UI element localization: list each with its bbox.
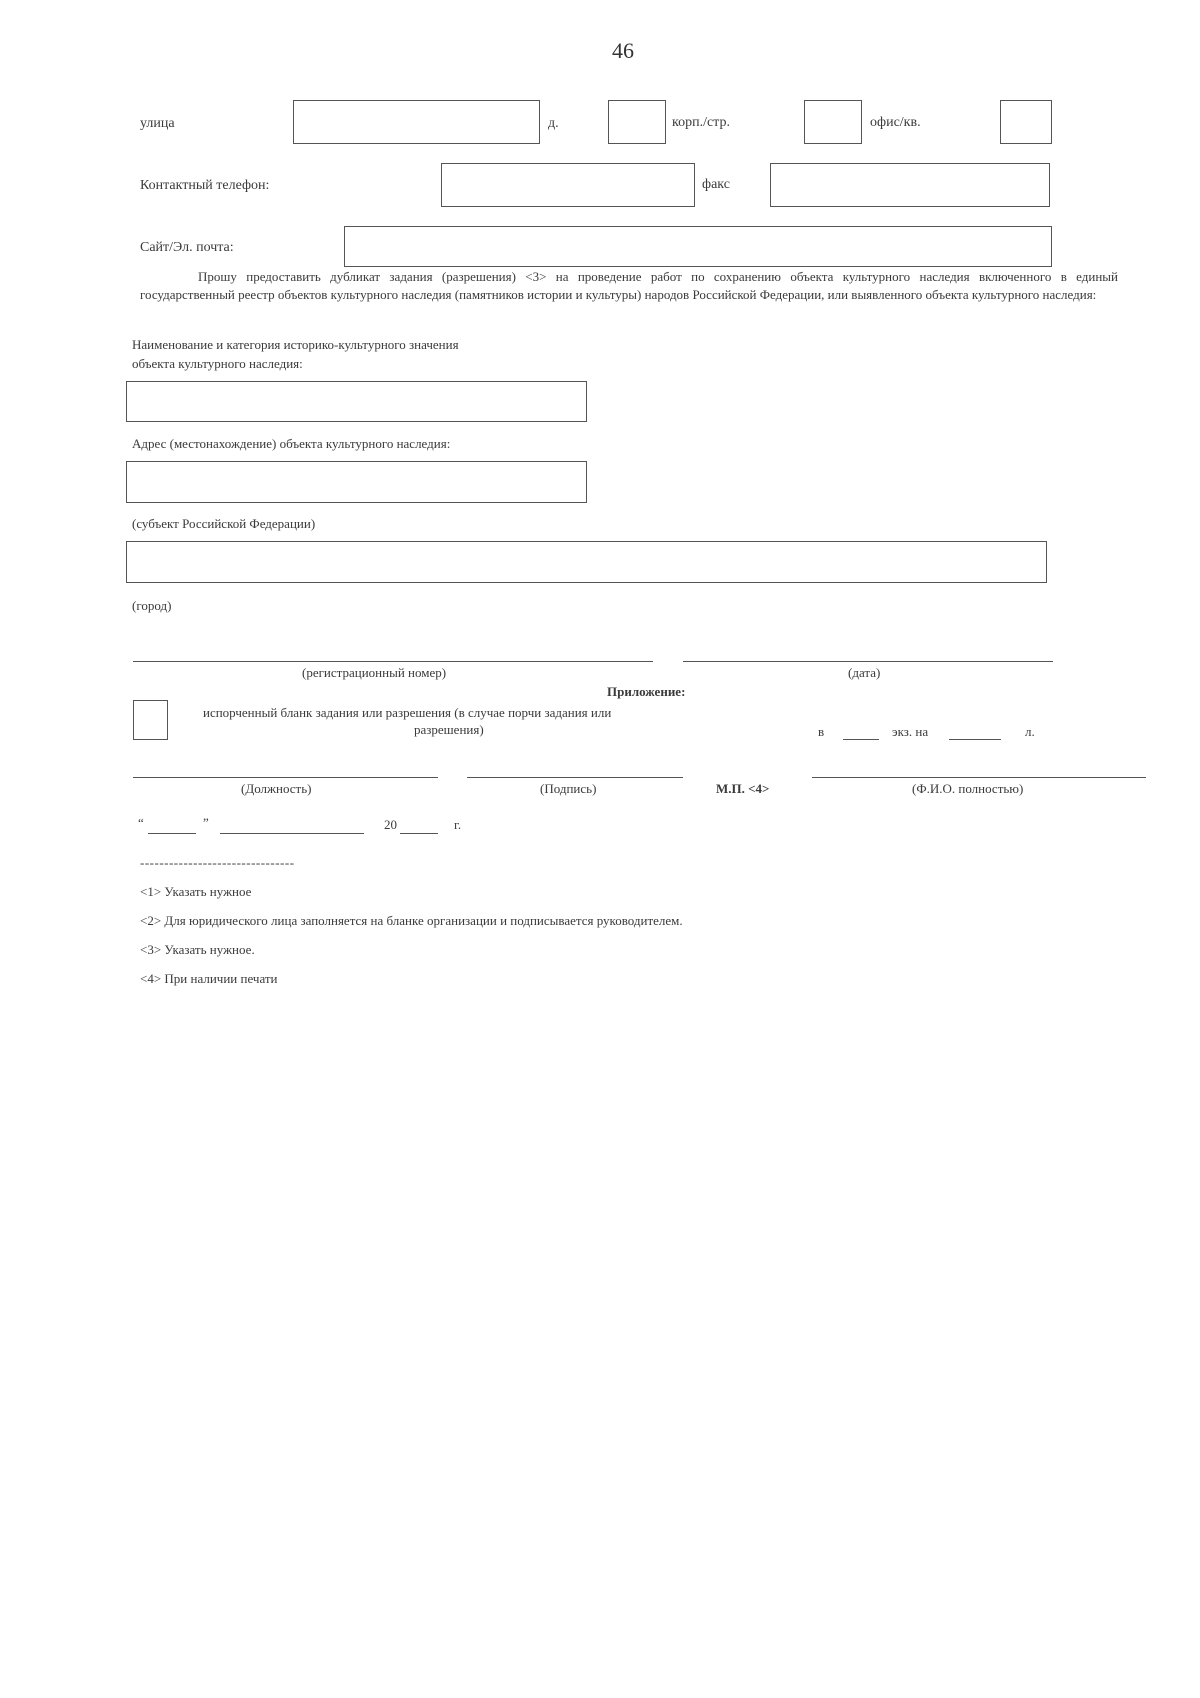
- month-line[interactable]: [220, 833, 364, 834]
- position-line[interactable]: [133, 777, 438, 778]
- attachment-in-label: в: [818, 724, 825, 739]
- fax-label: факс: [702, 177, 730, 192]
- year-suffix: г.: [454, 817, 462, 832]
- year-line[interactable]: [400, 833, 438, 834]
- page-number: 46: [612, 38, 634, 63]
- fullname-caption: (Ф.И.О. полностью): [912, 781, 1024, 796]
- subject-field[interactable]: [126, 461, 587, 503]
- site-email-label: Сайт/Эл. почта:: [140, 240, 234, 255]
- city-caption: (город): [132, 598, 172, 613]
- office-field[interactable]: [1000, 100, 1052, 144]
- office-label: офис/кв.: [870, 115, 921, 130]
- sheets-count-line[interactable]: [949, 739, 1001, 740]
- footnote-separator: --------------------------------: [140, 855, 295, 870]
- street-label: улица: [140, 116, 175, 131]
- fax-field[interactable]: [770, 163, 1050, 207]
- site-email-field[interactable]: [344, 226, 1052, 267]
- attachment-sheets-label: л.: [1025, 724, 1035, 739]
- object-address-label: Адрес (местонахождение) объекта культурного наследия:: [132, 436, 451, 451]
- registration-number-line[interactable]: [133, 661, 653, 662]
- object-name-field[interactable]: [126, 381, 587, 422]
- stamp-label: М.П. <4>: [716, 781, 770, 796]
- attachment-item-line1: испорченный бланк задания или разрешения (в случае порчи задания или: [203, 705, 612, 720]
- phone-label: Контактный телефон:: [140, 178, 270, 193]
- fullname-line[interactable]: [812, 777, 1146, 778]
- footnote-3: <3> Указать нужное.: [140, 942, 255, 957]
- attachment-item-line2: разрешения): [414, 722, 484, 737]
- building-field[interactable]: [804, 100, 862, 144]
- footnote-4: <4> При наличии печати: [140, 971, 278, 986]
- date-close-quote: ”: [203, 815, 209, 830]
- copies-count-line[interactable]: [843, 739, 879, 740]
- house-field[interactable]: [608, 100, 666, 144]
- building-label: корп./стр.: [672, 115, 730, 130]
- year-prefix: 20: [384, 817, 397, 832]
- street-field[interactable]: [293, 100, 540, 144]
- position-caption: (Должность): [241, 781, 312, 796]
- request-text: Прошу предоставить дубликат задания (разрешения) <3> на проведение работ по сохранению объекта культурного наследия включенного в единый государственный реестр объектов культурного наследия (памятников истории и культуры) народов Российской Федерации, или выявленного объекта культурного наследия:: [140, 269, 1118, 302]
- city-field[interactable]: [126, 541, 1047, 583]
- signature-line[interactable]: [467, 777, 683, 778]
- phone-field[interactable]: [441, 163, 695, 207]
- request-paragraph: [140, 268, 1118, 304]
- day-line[interactable]: [148, 833, 196, 834]
- date-open-quote: “: [138, 815, 144, 830]
- registration-date-caption: (дата): [848, 665, 881, 680]
- footnote-2: <2> Для юридического лица заполняется на бланке организации и подписывается руководителем.: [140, 913, 683, 928]
- attachment-copies-label: экз. на: [892, 724, 929, 739]
- object-name-label-line1: Наименование и категория историко-культурного значения: [132, 337, 459, 352]
- footnote-1: <1> Указать нужное: [140, 884, 252, 899]
- attachment-checkbox[interactable]: [133, 700, 168, 740]
- subject-caption: (субъект Российской Федерации): [132, 516, 316, 531]
- registration-date-line[interactable]: [683, 661, 1053, 662]
- registration-number-caption: (регистрационный номер): [302, 665, 447, 680]
- signature-caption: (Подпись): [540, 781, 597, 796]
- object-name-label-line2: объекта культурного наследия:: [132, 356, 303, 371]
- attachment-title: Приложение:: [607, 684, 686, 699]
- house-label: д.: [548, 116, 559, 131]
